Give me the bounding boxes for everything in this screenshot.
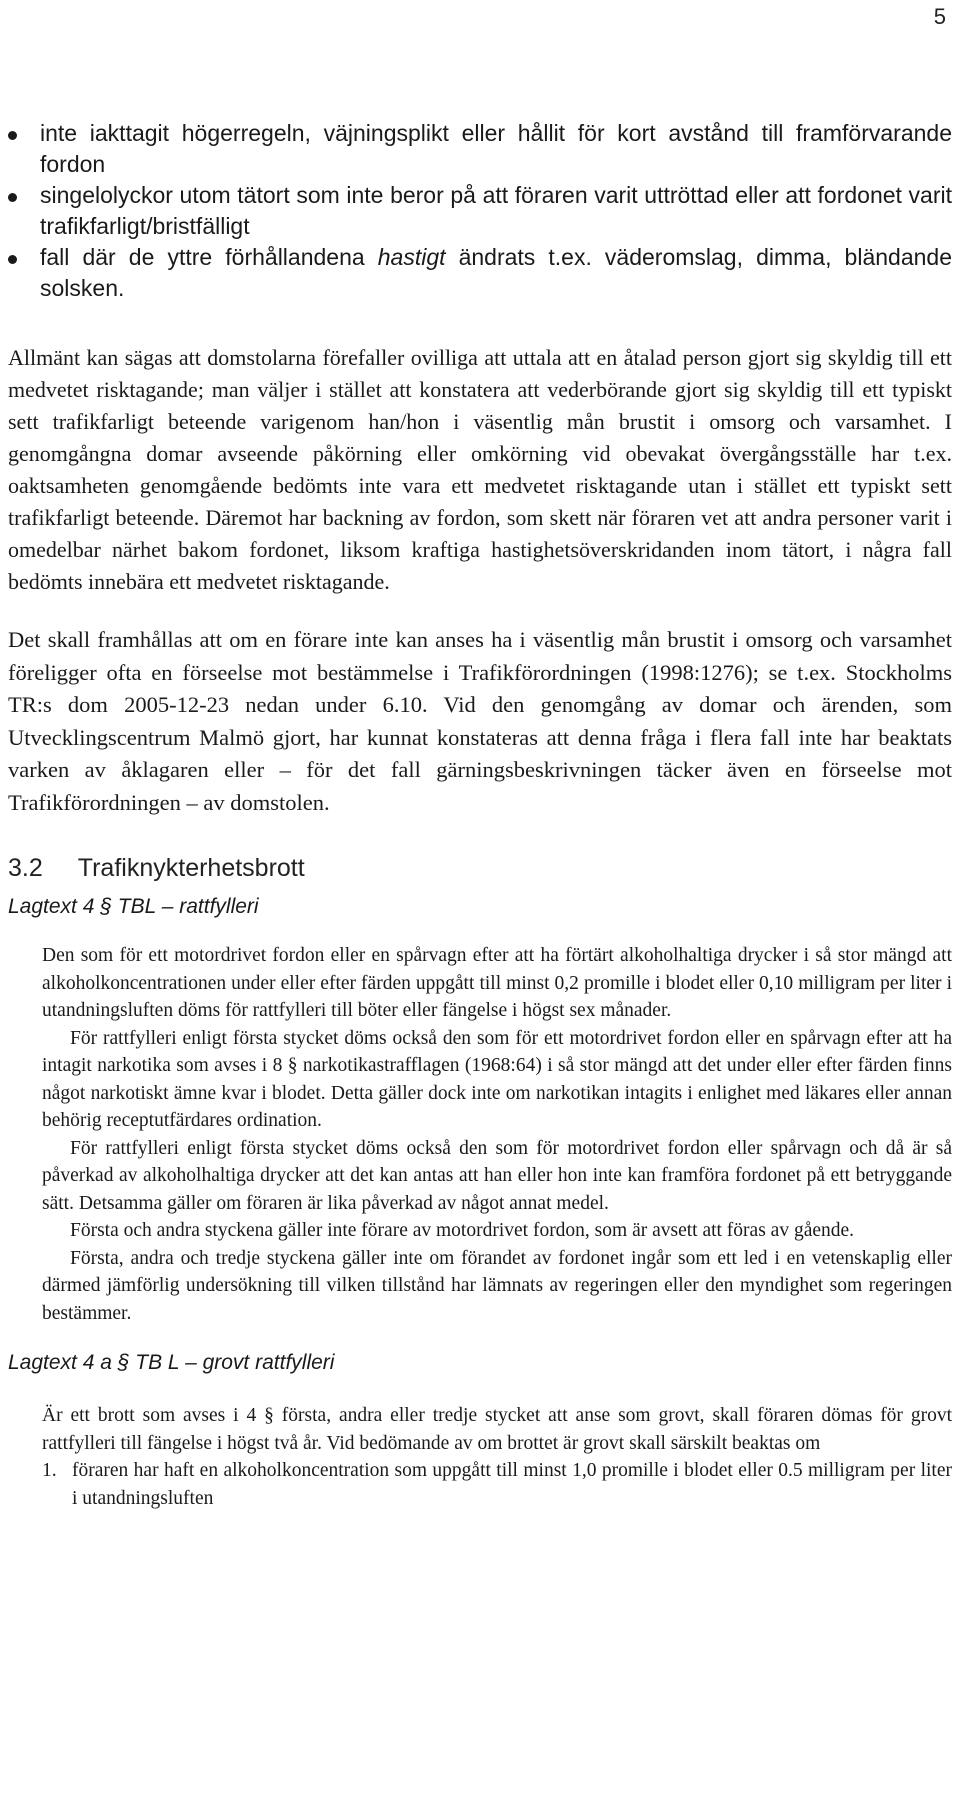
- law-paragraph: Första och andra styckena gäller inte förare av motordrivet fordon, som är avsett att föras av gående.: [70, 1220, 855, 1241]
- list-item-text: inte iakttagit högerregeln, väjningsplikt eller hållit för kort avstånd till framförvarande fordon: [40, 120, 952, 177]
- law-paragraph: För rattfylleri enligt första stycket döms också den som för motordrivet fordon eller spårvagn och då är så påverkad av alkoholhaltiga drycker att det kan antas att han eller hon inte kan framföra fordonet på ett betryggande sätt. Detsamma gäller om föraren är lika påverkad av något annat medel.: [42, 1137, 952, 1214]
- list-item-text: singelolyckor utom tätort som inte beror på att föraren varit uttröttad eller att fordonet varit trafikfarligt/bristfälligt: [40, 182, 952, 239]
- bullet-icon: [8, 193, 17, 202]
- law-heading: Lagtext 4 § TBL – rattfylleri: [8, 895, 259, 918]
- law-paragraph: Den som för ett motordrivet fordon eller en spårvagn efter att ha förtärt alkoholhaltiga drycker i så stor mängd att alkoholkoncentrationen under eller efter färden uppgått till minst 0,2 promille i blodet eller 0,10 milligram per liter i utandningsluften döms för rattfylleri till böter eller fängelse i högst sex månader.: [42, 945, 952, 1021]
- emphasis: hastigt: [377, 244, 446, 270]
- law-text-block: [42, 942, 952, 1327]
- text-run: ändrats t.ex. väderomslag, dimma, bländande solsken.: [40, 244, 952, 301]
- list-item-text: föraren har haft en alkoholkoncentration som uppgått till minst 1,0 promille i blodet eller 0.5 milligram per liter i utandningsluften: [72, 1460, 952, 1509]
- list-item: [42, 1457, 952, 1512]
- section-title: Trafiknykterhetsbrott: [77, 854, 305, 882]
- text-run: fall där de yttre förhållandena: [40, 244, 378, 270]
- bullet-icon: [8, 255, 17, 264]
- paragraph: Allmänt kan sägas att domstolarna förefaller ovilliga att uttala att en åtalad person gjort sig skyldig till ett medvetet risktagande; man väljer i stället att konstatera att vederbörande gjort sig skyldig till ett typiskt sett trafikfarligt beteende varigenom han/hon i väsentlig mån brustit i omsorg och varsamhet. I genomgångna domar avseende påkörning eller omkörning vid obevakat övergångsställe har t.ex. oaktsamheten genomgående bedömts inte vara ett medvetet risktagande utan i stället ett typiskt sett trafikfarligt beteende. Däremot har backning av fordon, som skett när föraren vet att andra personer varit i omedelbar närhet bakom fordonet, liksom kraftiga hastighetsöverskridanden inom tätort, i några fall bedömts innebära ett medvetet risktagande.: [8, 345, 952, 594]
- list-item: [8, 242, 952, 304]
- section-number: 3.2: [8, 854, 43, 882]
- list-item: [8, 180, 952, 242]
- law-text-block: [42, 1402, 952, 1512]
- list-item-text: [33, 242, 952, 304]
- document-body: [8, 118, 952, 1512]
- law-paragraph: Är ett brott som avses i 4 § första, andra eller tredje stycket att anse som grovt, skall föraren dömas för grovt rattfylleri till fängelse i högst två år. Vid bedömande av om brottet är grovt skall särskilt beaktas om: [42, 1405, 952, 1454]
- law-paragraph: Första, andra och tredje styckena gäller inte om förandet av fordonet ingår som ett led i en vetenskaplig eller därmed jämförlig undersökning till vilken tillstånd har lämnats av regeringen eller den myndighet som regeringen bestämmer.: [42, 1247, 952, 1324]
- bullet-icon: [8, 131, 17, 140]
- paragraph: Det skall framhållas att om en förare inte kan anses ha i väsentlig mån brustit i omsorg och varsamhet föreligger ofta en förseelse mot bestämmelse i Trafikförordningen (1998:1276); se t.ex. Stockholms TR:s dom 2005-12-23 nedan under 6.10. Vid den genomgång av domar och ärenden, som Utvecklingscentrum Malmö gjort, har kunnat konstateras att denna fråga i flera fall inte har beaktats varken av åklagaren eller – för det fall gärningsbeskrivningen täcker även en förseelse mot Trafikförordningen – av domstolen.: [8, 627, 952, 815]
- numbered-list: [42, 1457, 952, 1512]
- law-paragraph: För rattfylleri enligt första stycket döms också den som för ett motordrivet fordon eller en spårvagn efter att ha intagit narkotika som avses i 8 § narkotikastrafflagen (1968:64) i så stor mängd att det under eller efter färden finns något narkotiskt ämne kvar i blodet. Detta gäller dock inte om narkotikan intagits i enlighet med läkares eller annan behörig receptutfärdares ordination.: [42, 1027, 952, 1131]
- list-number: 1.: [42, 1460, 57, 1481]
- list-item: [8, 118, 952, 180]
- bullet-list: [8, 118, 952, 304]
- law-heading: Lagtext 4 a § TB L – grovt rattfylleri: [8, 1351, 335, 1374]
- section-heading: [8, 854, 952, 883]
- page-number: 5: [933, 4, 946, 29]
